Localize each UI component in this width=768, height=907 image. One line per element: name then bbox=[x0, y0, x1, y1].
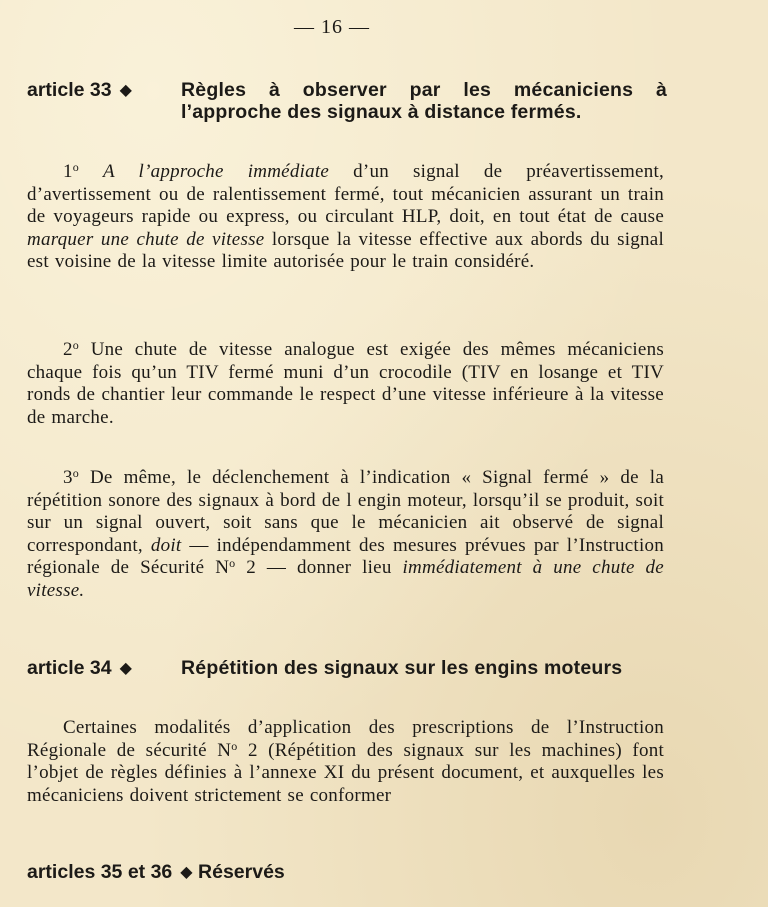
paragraph-text: Certaines modalités d’application des prescriptions de l’Instruction Régionale de sécurité N bbox=[27, 717, 664, 761]
articles-35-36-title: Réservés bbox=[198, 861, 285, 883]
article-33-number: article 33 bbox=[27, 79, 112, 101]
diamond-icon: ◆ bbox=[180, 864, 193, 881]
ordinal-superscript: o bbox=[72, 160, 79, 174]
article-34-title: Répétition des signaux sur les engins moteurs bbox=[181, 657, 623, 679]
italic-text: doit bbox=[150, 534, 182, 556]
paragraph-text: De même, le déclenchement à l’indication « Signal fermé » de la répétition sonore des signaux à bord de l engin moteur, lorsqu’il se produit, soit sur un signal ouvert, soit sans que le mécanicien ait observé de signal correspondant, bbox=[27, 467, 664, 556]
diamond-icon: ◆ bbox=[119, 660, 132, 677]
paragraph-text: 2 (Répétition des signaux sur les machines) font l’objet de règles définies à l’annexe XI du présent document, et auxquelles les mécaniciens doivent strictement se conformer bbox=[27, 739, 664, 806]
ordinal-superscript: o bbox=[72, 466, 79, 480]
paragraph-number: 1 bbox=[63, 161, 73, 182]
article-33-paragraph-1 bbox=[27, 161, 664, 274]
ordinal-superscript: o bbox=[229, 556, 236, 571]
ordinal-superscript: o bbox=[231, 738, 238, 753]
articles-35-36-number: articles 35 et 36 bbox=[27, 861, 173, 883]
article-34-number-group bbox=[27, 657, 132, 681]
article-34-heading bbox=[27, 657, 667, 679]
italic-text: immédiatement à une chute de vitesse. bbox=[27, 557, 664, 601]
page-number: — 16 — bbox=[294, 16, 370, 38]
italic-text: marquer une chute de vitesse bbox=[27, 228, 265, 250]
paragraph-text: lorsque la vitesse effective aux abords du signal est voisine de la vitesse limite autorisée pour le train considéré. bbox=[27, 228, 664, 273]
diamond-icon: ◆ bbox=[119, 82, 132, 99]
paragraph-text: 2 — donner lieu bbox=[235, 557, 403, 579]
article-33-heading bbox=[27, 79, 667, 123]
articles-35-36-number-group bbox=[27, 861, 285, 883]
paragraph-text: — indépendamment des mesures prévues par l’Instruction régionale de Sécurité N bbox=[27, 534, 664, 579]
article-33-number-group bbox=[27, 79, 132, 103]
article-33-title: Règles à observer par les mécaniciens à l’approche des signaux à distance fermés. bbox=[181, 79, 667, 123]
paragraph-text: Une chute de vitesse analogue est exigée des mêmes mécaniciens chaque fois qu’un TIV fermé muni d’un crocodile (TIV en losange et TIV ronds de chantier leur commande le respect d’une vitesse inférieure à la vitesse de marche. bbox=[27, 339, 664, 428]
article-34-number: article 34 bbox=[27, 657, 112, 679]
article-33-paragraph-3 bbox=[27, 467, 664, 603]
paragraph-number: 3 bbox=[63, 467, 73, 488]
articles-35-36-heading bbox=[27, 861, 667, 885]
ordinal-superscript: o bbox=[72, 338, 79, 352]
article-33-paragraph-2 bbox=[27, 339, 664, 429]
paragraph-number: 2 bbox=[63, 339, 73, 360]
article-34-paragraph-1 bbox=[27, 717, 664, 807]
italic-text: A l’approche immédiate bbox=[103, 161, 330, 182]
paragraph-text: d’un signal de préavertissement, d’avertissement ou de ralentissement fermé, tout mécanicien assurant un train de voyageurs rapide ou express, ou circulant HLP, doit, en tout état de cause bbox=[27, 161, 665, 228]
